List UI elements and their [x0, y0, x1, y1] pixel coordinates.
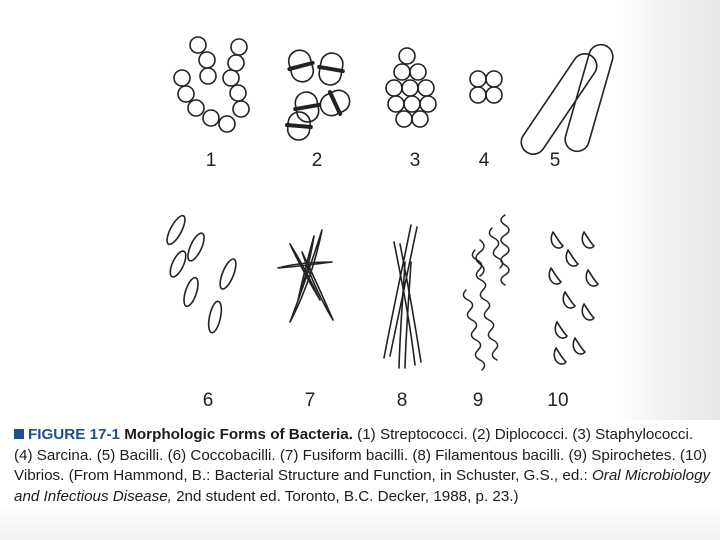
figure-number: FIGURE 17-1: [28, 426, 120, 443]
panel-label-8: 8: [396, 390, 408, 411]
spirochetes-drawing: [463, 215, 509, 370]
panel-label-1: 1: [205, 150, 217, 171]
panel-label-4: 4: [478, 150, 490, 171]
caption-source-title: Oral Microbiology and Infectious Disease,: [14, 467, 711, 505]
panel-label-6: 6: [202, 390, 214, 411]
staphylococci-drawing: [386, 48, 436, 127]
filamentous-bacilli-drawing: [384, 225, 421, 368]
bacilli-drawing: [517, 42, 616, 159]
panel-label-7: 7: [304, 390, 316, 411]
panel-label-5: 5: [549, 150, 561, 171]
caption-body-end: 2nd student ed. Toronto, B.C. Decker, 1988, p. 23.): [176, 487, 519, 505]
streptococci-drawing: [174, 37, 249, 132]
diplococci-drawing: [285, 47, 353, 141]
page-bleed-through-bottom: [0, 505, 720, 540]
sarcina-drawing: [470, 71, 502, 103]
panel-label-10: 10: [547, 390, 569, 411]
figure-title: Morphologic Forms of Bacteria.: [124, 426, 353, 443]
coccobacilli-drawing: [164, 213, 239, 334]
caption-body: (1) Streptococci. (2) Diplococci. (3) Staphylococci. (4) Sarcina. (5) Bacilli. (6) Coccobacilli. (7) Fusiform bacilli. (8) Filamentous bacilli. (9) Spirochetes. (10) Vibrios. (From Hammond, B.: Bacterial Structure and Function, in Schuster, G.S., ed.:: [14, 426, 707, 484]
panel-label-2: 2: [311, 150, 323, 171]
caption-marker-square: [14, 429, 24, 439]
fusiform-bacilli-drawing: [278, 230, 333, 322]
figure-caption: [14, 425, 714, 507]
panel-label-9: 9: [472, 390, 484, 411]
panel-label-3: 3: [409, 150, 421, 171]
vibrios-drawing: [549, 232, 598, 364]
